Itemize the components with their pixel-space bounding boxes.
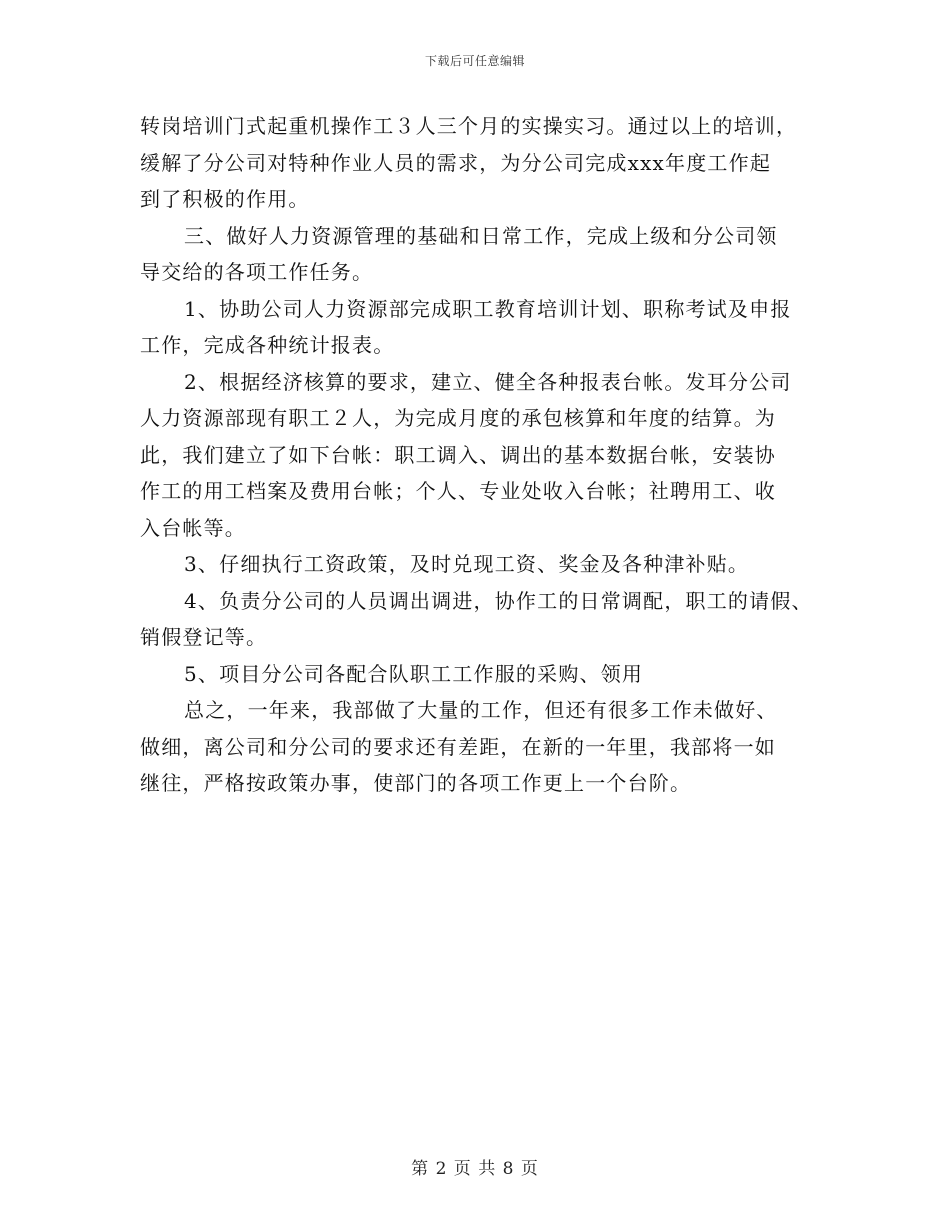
list-item-line: 2、根据经济核算的要求，建立、健全各种报表台帐。发耳分公司 [184, 369, 792, 394]
page-footer: 第 2 页 共 8 页 [411, 1159, 539, 1179]
summary-line: 总之，一年来，我部做了大量的工作，但还有很多工作未做好、 [184, 698, 778, 722]
body-line: 缓解了分公司对特种作业人员的需求，为分公司完成xxx年度工作起 [140, 150, 772, 175]
body-line: 工作，完成各种统计报表。 [140, 333, 395, 357]
list-item-line: 5、项目分公司各配合队职工工作服的采购、领用 [184, 661, 644, 686]
body-line: 导交给的各项工作任务。 [140, 260, 374, 284]
body-line: 此，我们建立了如下台帐：职工调入、调出的基本数据台帐，安装协 [140, 442, 776, 467]
list-item-line: 1、协助公司人力资源部完成职工教育培训计划、职称考试及申报 [184, 296, 792, 321]
list-item-line: 4、负责分公司的人员调出调进，协作工的日常调配，职工的请假、 [184, 588, 813, 613]
body-line: 作工的用工档案及费用台帐；个人、专业处收入台帐；社聘用工、收 [140, 479, 776, 503]
body-line: 入台帐等。 [140, 515, 246, 540]
body-line: 销假登记等。 [140, 625, 268, 649]
section-heading-line: 三、做好人力资源管理的基础和日常工作，完成上级和分公司领 [184, 223, 778, 248]
body-line: 到了积极的作用。 [140, 187, 310, 211]
list-item-line: 3、仔细执行工资政策，及时兑现工资、奖金及各种津补贴。 [184, 552, 750, 576]
body-line: 做细，离公司和分公司的要求还有差距，在新的一年里，我部将一如 [140, 734, 776, 759]
body-line: 人力资源部现有职工２人，为完成月度的承包核算和年度的结算。为 [140, 406, 776, 430]
document-body [140, 108, 830, 802]
page-header: 下载后可任意编辑 [424, 54, 525, 68]
body-line: 继往，严格按政策办事，使部门的各项工作更上一个台阶。 [140, 771, 692, 795]
body-line: 转岗培训门式起重机操作工３人三个月的实操实习。通过以上的培训， [140, 114, 798, 138]
